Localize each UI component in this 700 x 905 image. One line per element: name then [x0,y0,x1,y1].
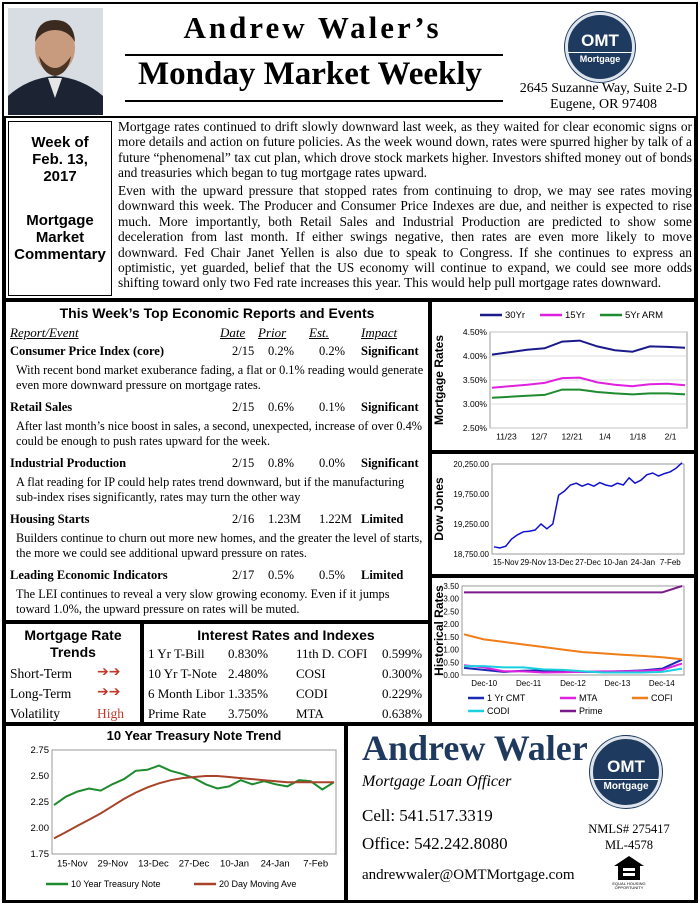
trend-short-label: Short-Term [10,666,73,681]
section-label-2: Market [35,229,85,246]
series-line [492,341,685,355]
ml-number: ML-4578 [605,838,653,852]
rate-value: 2.480% [228,666,269,681]
chart-title: 10 Year Treasury Note Trend [106,728,282,743]
index-value: 0.300% [382,666,423,681]
commentary-paragraph-2: Even with the upward pressure that stopped rates from continuing to drop, we may see rates moving downward this week. The Producer and Consumer Price Indexes are due, and neither is expected to rise much. More importantly, both Retail Sales and Industrial Production are predicted to show some deceleration from last month. If either swings negative, then rates are even more likely to move downward. Fed Chair Janet Yellen is also due to speak to Congress. If she continues to express an optimistic, yet guarded, belief that the US economy will continue to expand, we could see more odds shifting toward only two Fed rate increases this year. This would help pull mortgage rates downward. [118,183,692,291]
x-tick-label: 29-Nov [520,558,547,567]
newsletter-title: Monday Market Weekly [137,56,483,92]
report-description: With recent bond market exuberance fading, a flat or 0.1% reading would generate even more downward pressure on mortgage rates. [16,363,424,392]
y-axis-label: Dow Jones [432,477,446,541]
legend-label: 20 Day Moving Ave [219,879,297,889]
report-impact: Limited [361,568,404,582]
report-date: 2/17 [232,568,255,582]
index-name: MTA [296,706,324,721]
x-tick-label: 1/4 [599,431,611,442]
y-tick-label: 18,750.00 [453,550,489,559]
report-description: After last month’s nice boost in sales, a second, unexpected, increase of over 0.4% could be enough to push rates upward for the week. [16,419,423,448]
x-tick-label: Dec-12 [560,679,586,688]
y-tick-label: 0.50 [443,658,459,668]
section-label-3: Commentary [14,246,106,263]
equal-housing-icon [612,854,646,890]
x-tick-label: 7-Feb [659,558,681,567]
x-tick-label: 1/18 [629,431,647,442]
index-name: 11th D. COFI [296,646,368,661]
report-impact: Significant [361,344,419,358]
logo-badge-top [565,12,635,82]
y-tick-label: 4.00% [462,351,487,361]
y-tick-label: 2.50 [443,607,459,617]
trend-long-arrows: ➔➔ [97,684,121,700]
x-tick-label: 12/21 [561,431,583,442]
y-axis-label: Historical Rates [432,585,446,676]
plot-area [492,464,684,554]
report-name: Retail Sales [10,400,73,414]
x-tick-label: Dec-10 [471,679,498,688]
header-date: Date [220,325,246,340]
rate-value: 1.335% [228,686,269,701]
legend-label: MTA [579,693,598,703]
y-axis-label: Mortgage Rates [432,334,446,426]
y-tick-label: 2.00 [30,823,49,834]
report-prior: 0.5% [268,568,295,582]
trend-short-arrows: ➔➔ [97,664,121,680]
logo-badge-bottom [590,736,662,808]
nmls-number: NMLS# 275417 [588,822,670,836]
trend-volatility-value: High [97,706,124,721]
title-underline [125,100,503,102]
report-name: Consumer Price Index (core) [10,344,165,358]
equal-housing-text: EQUAL HOUSING OPPORTUNITY [612,881,646,890]
series-line [54,766,334,806]
report-impact: Significant [361,400,419,414]
report-date: 2/16 [232,512,255,526]
y-tick-label: 4.50% [462,327,487,337]
y-tick-label: 2.75 [30,745,49,756]
contact-email[interactable]: andrewwaler@OMTMortgage.com [362,867,575,883]
report-description: A flat reading for IP could help rates trend downward, but if the manufacturing sub-index rises significantly, rates may turn the other way [16,475,405,504]
report-date: 2/15 [232,400,255,414]
report-prior: 0.8% [268,456,295,470]
section-label-1: Mortgage [26,212,94,229]
report-date: 2/15 [232,344,255,358]
historical-rates-chart [432,578,694,722]
index-name: CODI [296,686,328,701]
x-tick-label: 27-Dec [178,858,210,870]
contact-office[interactable]: Office: 542.242.8080 [362,834,508,853]
y-tick-label: 19,250.00 [453,520,489,529]
x-tick-label: 2/1 [664,431,677,442]
week-date-2: 2017 [43,168,77,185]
series-line [464,586,682,592]
y-tick-label: 2.50 [30,771,49,782]
report-est: 0.0% [319,456,346,470]
y-tick-label: 1.75 [30,849,49,860]
series-line [54,776,334,838]
logo-subtext: Mortgage [568,52,632,64]
week-date-1: Feb. 13, [32,151,88,168]
name-title: Andrew Waler’s [183,10,442,45]
y-tick-label: 3.50 [443,582,459,591]
legend-label: 5Yr ARM [625,310,664,321]
report-est: 0.2% [319,344,346,358]
x-tick-label: 10-Jan [220,858,250,870]
x-tick-label: 10-Jan [603,558,628,567]
rate-name: 1 Yr T-Bill [148,646,205,661]
report-description: The LEI continues to reveal a very slow growing economy. Even if it jumps toward 1.0%, the upward pressure on rates will be muted. [16,587,390,616]
contact-cell[interactable]: Cell: 541.517.3319 [362,806,493,825]
x-tick-label: 12/7 [530,431,548,442]
series-line [492,378,685,388]
series-line [494,463,682,548]
y-tick-label: 2.50% [462,423,487,433]
trend-long-label: Long-Term [10,686,72,701]
legend-label: CODI [487,706,510,716]
rate-name: Prime Rate [148,706,207,721]
rate-name: 10 Yr T-Note [148,666,217,681]
address-line-1: 2645 Suzanne Way, Suite 2-D [519,81,688,96]
x-tick-label: 24-Jan [630,558,656,567]
x-tick-label: Dec-11 [515,679,542,688]
legend-label: 1 Yr CMT [487,693,526,703]
x-tick-label: 11/23 [496,431,517,442]
report-date: 2/15 [232,456,255,470]
logo-subtext: Mortgage [593,779,659,792]
header-prior: Prior [258,325,287,340]
trends-title-1: Mortgage Rate [24,627,122,643]
reports-title: This Week’s Top Economic Reports and Events [59,305,375,321]
trend-volatility-label: Volatility [10,706,61,721]
x-tick-label: Dec-14 [648,679,675,688]
y-tick-label: 1.00 [443,645,459,655]
logo-text: OMT [581,31,619,50]
x-tick-label: 7-Feb [303,858,329,870]
y-tick-label: 3.00% [462,399,487,409]
y-tick-label: 3.00 [443,594,459,604]
x-tick-label: 13-Dec [138,858,169,870]
header-impact: Impact [361,325,398,340]
mortgage-rates-chart [432,302,694,450]
y-tick-label: 0.00 [443,671,459,680]
y-tick-label: 19,750.00 [453,490,489,499]
y-tick-label: 1.50 [443,632,459,642]
week-label: Week of [31,134,89,151]
address-line-2: Eugene, OR 97408 [550,97,657,112]
report-name: Leading Economic Indicators [10,568,168,582]
series-line [464,634,682,659]
rate-value: 3.750% [228,706,269,721]
x-tick-label: 27-Dec [575,558,601,567]
report-impact: Significant [361,456,419,470]
report-prior: 0.2% [268,344,295,358]
x-tick-label: 29-Nov [97,858,129,870]
report-est: 0.1% [319,400,346,414]
report-description: Builders continue to churn out more new homes, and the greater the level of starts, the more we could see additional upward pressure on rates. [16,531,423,560]
commentary-paragraph-1: Mortgage rates continued to drift slowly downward last week, as they waited for clear economic signs or more details and action on future policies. As the week wound down, rates were spurred higher by talk of a future “phenomenal” tax cut plan, which drove stock markets higher. Investors shifted money out of bonds and treasuries which began to tug mortgage rates upward. [118,119,692,181]
x-tick-label: 13-Dec [547,558,574,567]
rate-name: 6 Month Libor [148,686,225,701]
series-line [492,390,685,398]
report-est: 0.5% [319,568,346,582]
rate-value: 0.830% [228,646,269,661]
report-prior: 1.23M [268,512,301,526]
contact-name: Andrew Waler [362,728,588,768]
x-tick-label: 15-Nov [56,858,88,870]
report-est: 1.22M [319,512,352,526]
legend-label: Prime [579,706,603,716]
x-tick-label: 24-Jan [260,858,290,870]
legend-label: 15Yr [565,310,586,321]
logo-text: OMT [607,757,645,776]
index-value: 0.229% [382,686,423,701]
plot-area [462,586,684,675]
y-tick-label: 2.25 [30,797,49,808]
y-tick-label: 2.00 [443,620,459,630]
y-tick-label: 3.50% [462,375,487,385]
header-est: Est. [309,325,329,340]
index-value: 0.599% [382,646,423,661]
dow-jones-chart [432,454,694,574]
x-tick-label: 15-Nov [492,558,519,567]
treasury-chart [6,726,344,900]
legend-label: 30Yr [505,310,526,321]
report-name: Housing Starts [10,512,90,526]
report-impact: Limited [361,512,404,526]
rates-title: Interest Rates and Indexes [197,627,375,643]
agent-photo [8,8,103,115]
report-name: Industrial Production [10,456,127,470]
header-event: Report/Event [10,325,79,340]
contact-role: Mortgage Loan Officer [362,773,512,790]
legend-label: 10 Year Treasury Note [71,879,161,889]
y-tick-label: 20,250.00 [453,460,489,469]
legend-label: COFI [651,693,673,703]
x-tick-label: Dec-13 [604,679,631,688]
report-prior: 0.6% [268,400,295,414]
trends-title-2: Trends [50,644,96,660]
plot-area [52,750,336,854]
index-value: 0.638% [382,706,423,721]
index-name: COSI [296,666,326,681]
